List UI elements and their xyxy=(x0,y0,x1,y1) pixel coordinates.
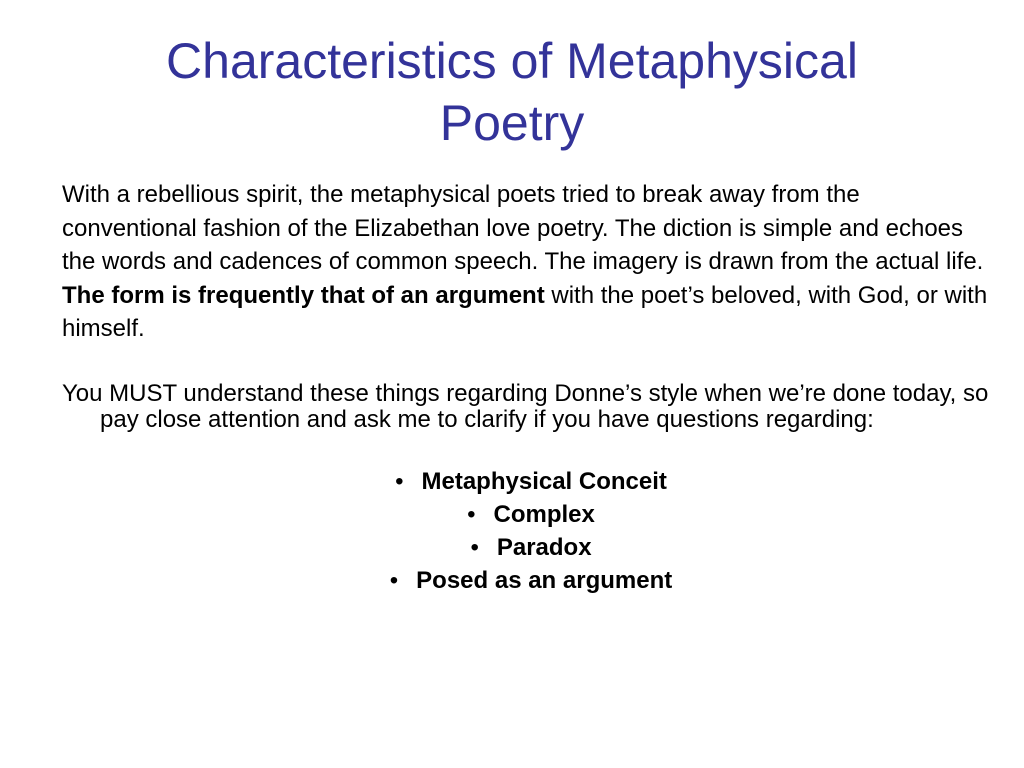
bullet-dot: • xyxy=(467,501,476,528)
bullet-label: Metaphysical Conceit xyxy=(421,468,667,495)
instruction-paragraph: You MUST understand these things regarding Donne’s style when we’re done today, so pay close attention and ask me to clarify if you have questions regarding: xyxy=(62,380,989,433)
bullet-item-metaphysical-conceit xyxy=(0,465,1024,498)
bullet-label: Complex xyxy=(493,501,595,528)
bullet-item-paradox xyxy=(0,531,1024,564)
intro-text-part-2: with the poet’s beloved, with God, or with himself. xyxy=(62,281,988,342)
intro-bold-text: The form is frequently that of an argument xyxy=(62,281,545,309)
bullet-item-complex xyxy=(0,498,1024,531)
bullet-dot: • xyxy=(470,534,479,561)
slide-title-line-2: Poetry xyxy=(439,95,585,151)
intro-paragraph xyxy=(62,178,992,346)
slide-title xyxy=(62,30,962,154)
bullet-item-posed-as-an-argument xyxy=(0,564,1024,597)
bullet-dot: • xyxy=(389,567,399,594)
intro-text-part-1: With a rebellious spirit, the metaphysical poets tried to break away from the conventional fashion of the Elizabethan love poetry. The diction is simple and echoes the words and cadences of common speech. The imagery is drawn from the actual life. xyxy=(62,181,984,275)
bullet-label: Paradox xyxy=(496,534,592,561)
bullet-dot: • xyxy=(395,468,404,495)
bullet-list xyxy=(0,465,1024,597)
slide-title-line-1: Characteristics of Metaphysical xyxy=(166,33,858,89)
bullet-label: Posed as an argument xyxy=(416,567,673,594)
